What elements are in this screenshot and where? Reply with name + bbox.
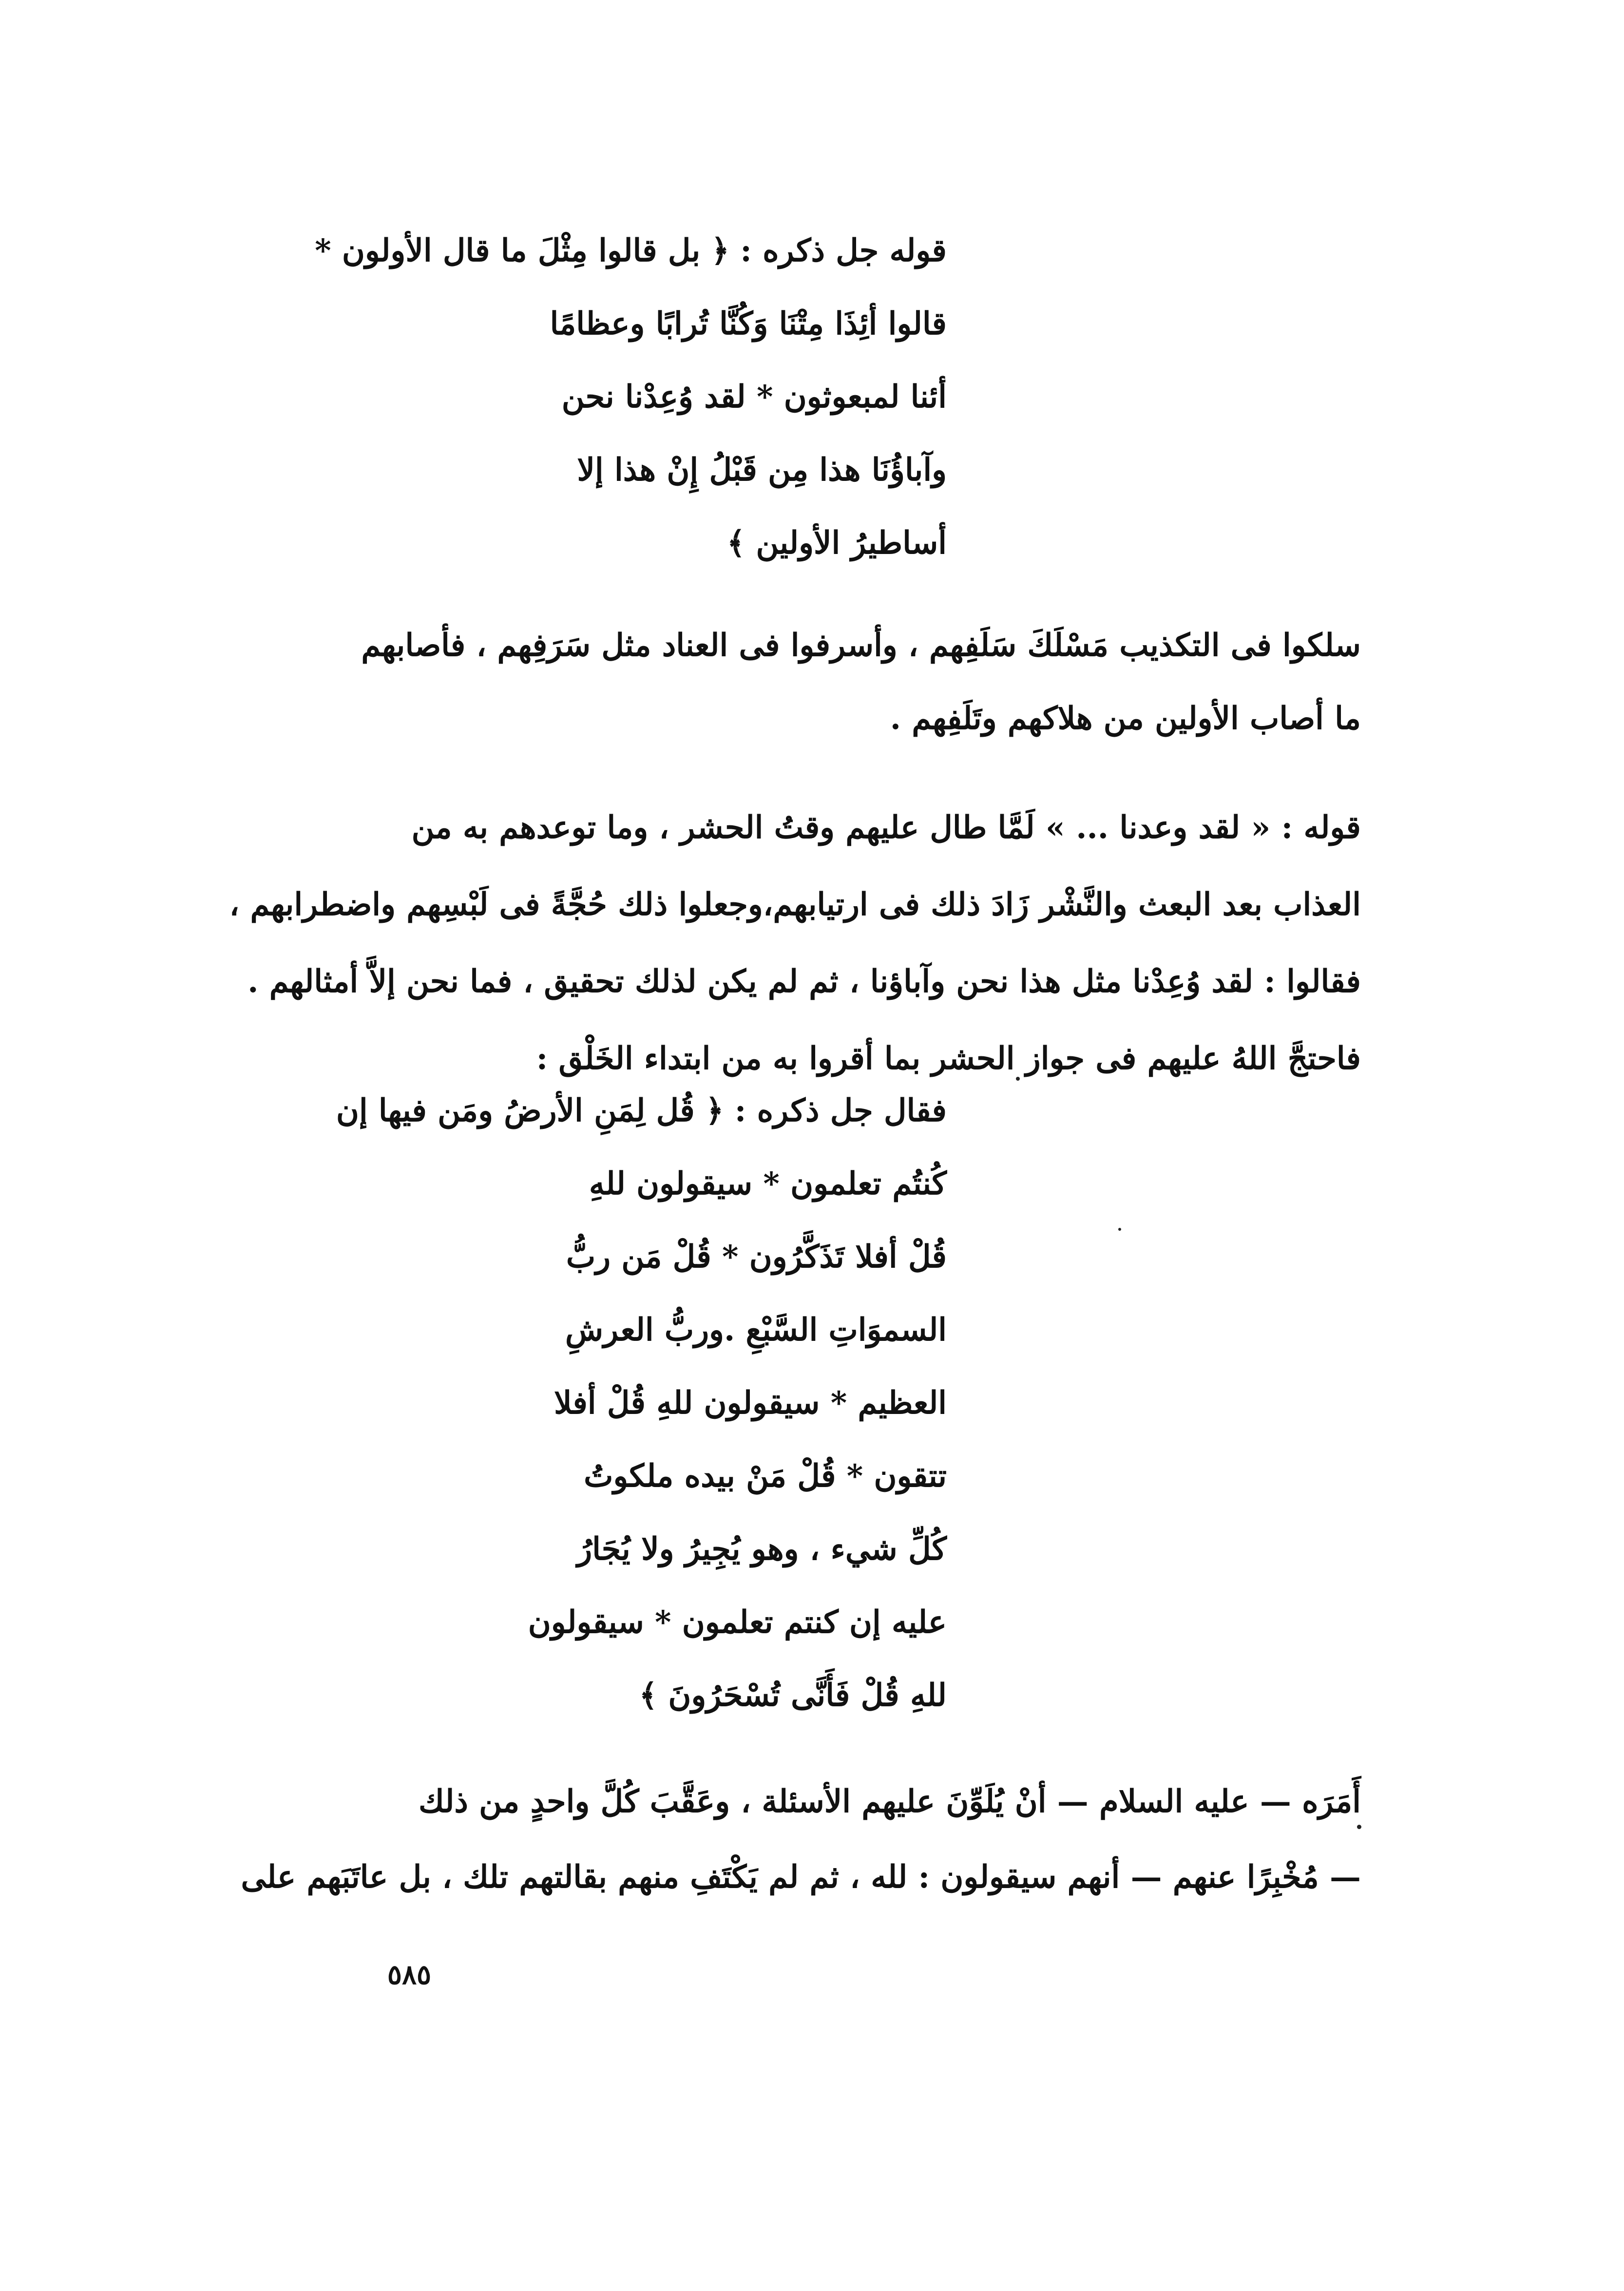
verse-line: قالوا أئِذَا مِتْنَا وَكُنَّا تُرابًا وعظامًا bbox=[550, 305, 947, 342]
ink-speck bbox=[1016, 1077, 1020, 1081]
verse-line: وآباؤُنَا هذا مِن قَبْلُ إِنْ هذا إلا bbox=[577, 452, 947, 488]
commentary-paragraph-1 bbox=[265, 609, 1361, 755]
verse-line: العظيم * سيقولون للهِ قُلْ أفلا bbox=[554, 1385, 947, 1421]
verse-line: السموَاتِ السَّبْعِ .وربُّ العرشِ bbox=[565, 1312, 947, 1348]
verse-line: أئنا لمبعوثون * لقد وُعِدْنا نحن bbox=[561, 379, 947, 415]
ink-speck bbox=[1357, 1825, 1361, 1829]
paragraph-line: العذاب بعد البعث والنَّشْر زَادَ ذلك فى ارتيابهم،وجعلوا ذلك حُجَّةً فى لَبْسِهم واضطرابهم ، bbox=[229, 886, 1361, 923]
commentary-paragraph-2 bbox=[229, 789, 1361, 1097]
verse-line: كُلِّ شيء ، وهو يُجِيرُ ولا يُجَارُ bbox=[577, 1531, 947, 1567]
quran-verse-block-2 bbox=[265, 1074, 947, 1732]
verse-line: أساطيرُ الأولين ﴾ bbox=[726, 525, 947, 561]
paragraph-line: أَمَرَه — عليه السلام — أنْ يُلَوِّنَ عليهم الأسئلة ، وعَقَّبَ كُلَّ واحدٍ من ذلك bbox=[418, 1783, 1361, 1820]
paragraph-line: قوله : « لقد وعدنا ... » لَمَّا طال عليهم وقتُ الحشر ، وما توعدهم به من bbox=[411, 809, 1361, 846]
paragraph-line: فاحتجَّ اللهُ عليهم فى جواز الحشر بما أقروا به من ابتداء الخَلْق : bbox=[536, 1040, 1361, 1077]
paragraph-line: — مُخْبِرًا عنهم — أنهم سيقولون : لله ، ثم لم يَكْتَفِ منهم بقالتهم تلك ، بل عاتَبَهم على bbox=[241, 1859, 1361, 1895]
paragraph-line: ما أصاب الأولين من هلاكهم وتَلَفِهم . bbox=[890, 700, 1361, 737]
verse-line: تتقون * قُلْ مَنْ بيده ملكوتُ bbox=[584, 1458, 947, 1494]
verse-line: كُنتُم تعلمون * سيقولون للهِ bbox=[589, 1165, 947, 1202]
commentary-paragraph-3 bbox=[241, 1764, 1361, 1915]
verse-line: فقال جل ذكره : ﴿ قُل لِمَنِ الأرضُ ومَن فيها إن bbox=[336, 1092, 947, 1129]
verse-line: قوله جل ذكره : ﴿ بل قالوا مِثْلَ ما قال الأولون * bbox=[315, 232, 947, 269]
ink-speck bbox=[1118, 1228, 1121, 1231]
verse-line: قُلْ أفلا تَذَكَّرُون * قُلْ مَن ربُّ bbox=[566, 1239, 947, 1275]
quran-verse-block-1 bbox=[265, 214, 947, 580]
page-number: ٥٨٥ bbox=[387, 1959, 432, 1991]
paragraph-line: سلكوا فى التكذيب مَسْلَكَ سَلَفِهم ، وأسرفوا فى العناد مثل سَرَفِهم ، فأصابهم bbox=[361, 627, 1361, 664]
paragraph-line: فقالوا : لقد وُعِدْنا مثل هذا نحن وآباؤنا ، ثم لم يكن لذلك تحقيق ، فما نحن إلاَّ أمثالهم . bbox=[248, 963, 1361, 1000]
verse-line: عليه إن كنتم تعلمون * سيقولون bbox=[528, 1604, 947, 1641]
verse-line: للهِ قُلْ فَأَنَّى تُسْحَرُونَ ﴾ bbox=[639, 1677, 947, 1714]
